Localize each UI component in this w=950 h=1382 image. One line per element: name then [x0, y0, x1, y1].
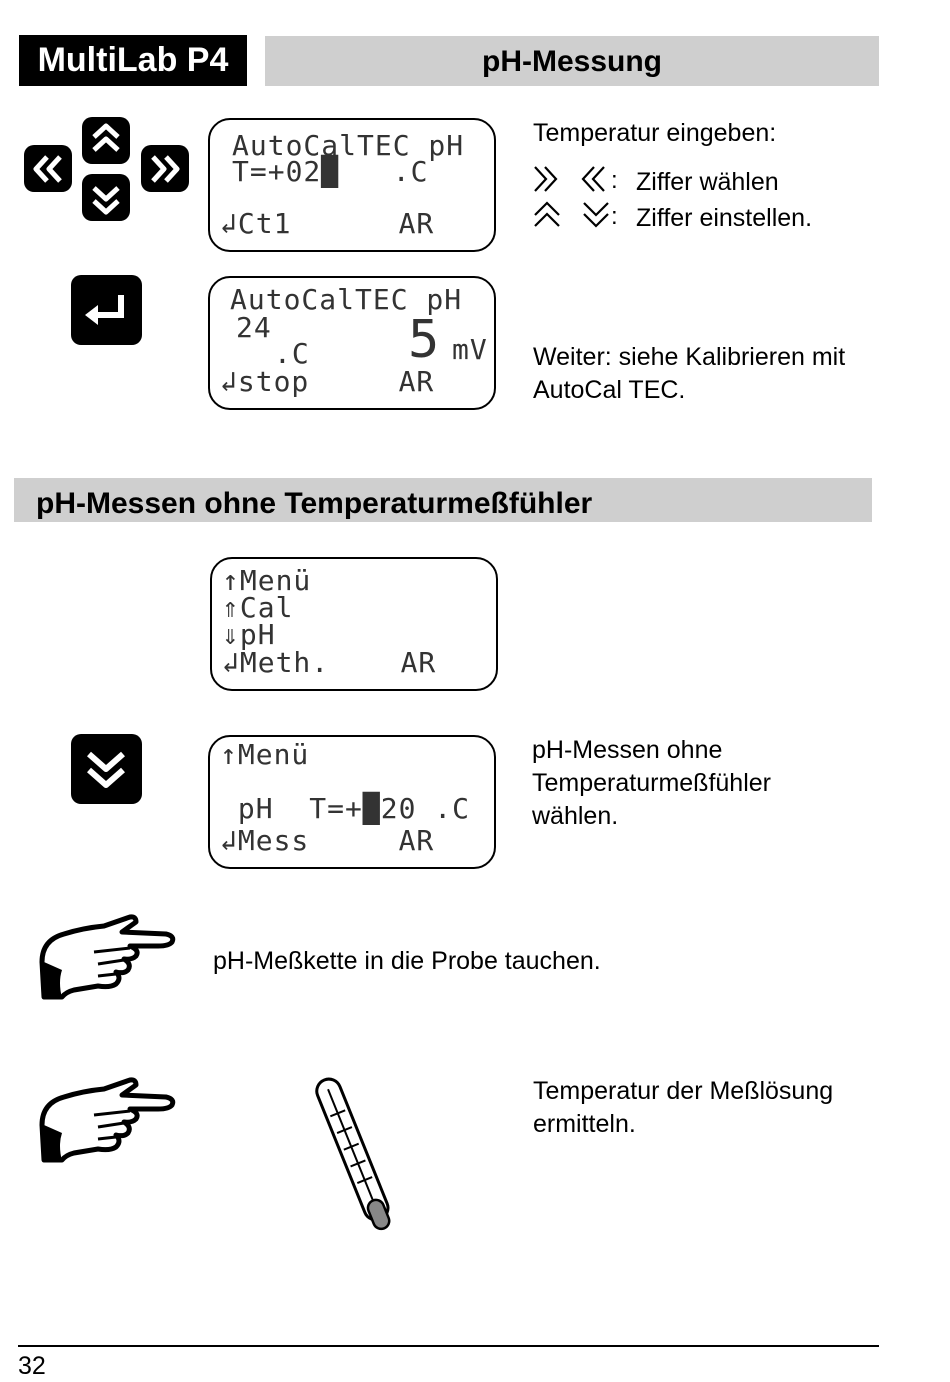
- enter-key-icon[interactable]: [71, 275, 142, 345]
- instruction-title: Temperatur eingeben:: [533, 119, 777, 147]
- arrow-right-key-icon[interactable]: [141, 145, 189, 192]
- section-title: pH-Messen ohne Temperaturmeßfühler: [14, 478, 872, 522]
- select-ph-line: wählen.: [532, 802, 619, 830]
- dip-electrode-text: pH-Meßkette in die Probe tauchen.: [213, 947, 601, 975]
- lcd-display-menu: [210, 557, 498, 691]
- arrow-left-key-icon[interactable]: [24, 145, 72, 192]
- lcd-line: 24: [236, 311, 272, 344]
- lcd-big-value: 5: [408, 310, 441, 370]
- lcd-display-temperature-input: [208, 118, 496, 252]
- lcd-line: ↲Meth. AR: [222, 646, 437, 679]
- lcd-line: AutoCalTEC pH: [230, 283, 463, 316]
- lcd-unit: mV: [452, 333, 488, 366]
- measure-temperature-line: ermitteln.: [533, 1110, 636, 1138]
- lcd-line: AutoCalTEC pH: [232, 129, 465, 162]
- page-title: pH-Messung: [265, 36, 879, 86]
- select-ph-text: [532, 734, 771, 833]
- lcd-line: ↲Mess AR: [220, 824, 435, 857]
- measure-temperature-text: [533, 1075, 833, 1141]
- lcd-line: ⇓pH: [222, 618, 276, 651]
- footer-divider: [18, 1345, 879, 1347]
- select-ph-line: Temperaturmeßfühler: [532, 769, 771, 797]
- lcd-line: ↑Menü: [220, 738, 310, 771]
- arrow-down-key-icon[interactable]: [82, 174, 130, 221]
- lcd-line: ↲Ct1 AR: [220, 207, 435, 240]
- continue-text: [533, 341, 845, 407]
- arrow-down-key-icon[interactable]: [71, 734, 142, 804]
- lcd-line: ↑Menü: [222, 564, 312, 597]
- svg-text::: :: [611, 167, 618, 194]
- svg-text::: :: [611, 203, 618, 230]
- page-number: 32: [18, 1352, 46, 1380]
- select-ph-line: pH-Messen ohne: [532, 736, 723, 764]
- left-right-arrows-icon: [532, 164, 622, 194]
- lcd-line: ⇑Cal: [222, 591, 294, 624]
- pointing-hand-icon: [38, 1075, 178, 1163]
- select-digit-text: Ziffer wählen: [636, 168, 779, 196]
- set-digit-text: Ziffer einstellen.: [636, 204, 813, 232]
- lcd-line: T=+02█ .C: [232, 155, 429, 188]
- lcd-display-ph-select: [208, 735, 496, 869]
- continue-line: Weiter: siehe Kalibrieren mit: [533, 343, 846, 371]
- brand-logo: MultiLab P4: [19, 35, 247, 86]
- lcd-line: ↲stop AR: [220, 365, 435, 398]
- up-down-arrows-icon: [532, 200, 622, 230]
- continue-line: AutoCal TEC.: [533, 376, 686, 404]
- thermometer-icon: [305, 1070, 405, 1242]
- lcd-line: pH T=+█20 .C: [220, 792, 471, 825]
- lcd-display-autocal: [208, 276, 496, 410]
- pointing-hand-icon: [38, 912, 178, 1000]
- arrow-up-key-icon[interactable]: [82, 117, 130, 164]
- lcd-line: .C: [274, 337, 310, 370]
- measure-temperature-line: Temperatur der Meßlösung: [533, 1077, 834, 1105]
